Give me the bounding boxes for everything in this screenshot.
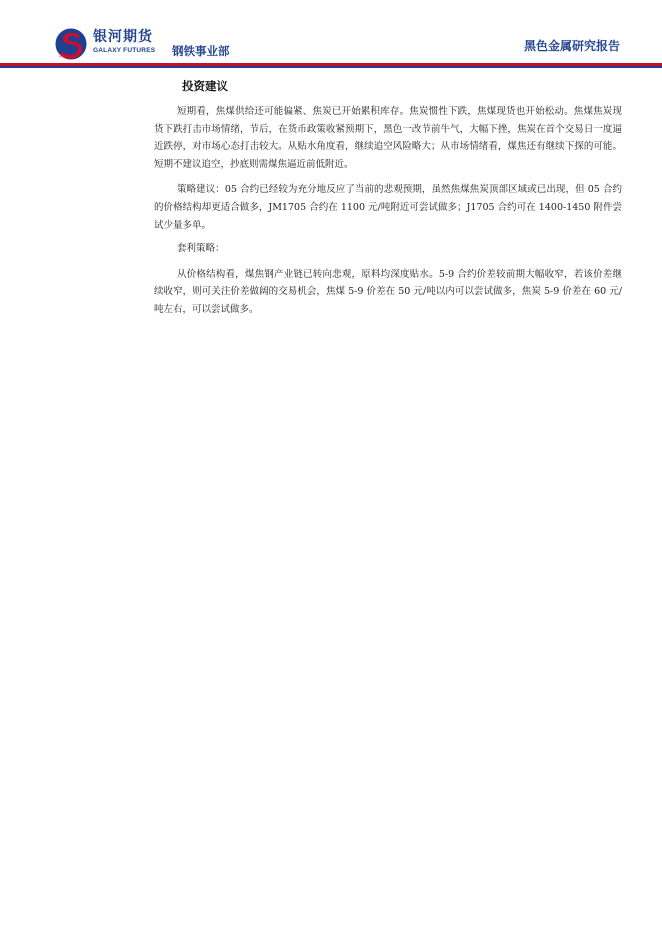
report-body: [154, 72, 622, 319]
header-divider-blue: [0, 66, 662, 68]
brand-name-cn: 银河期货: [93, 29, 153, 45]
brand-name-en: GALAXY FUTURES: [93, 47, 156, 54]
galaxy-futures-logo-icon: [54, 27, 88, 61]
paragraph-arbitrage-strategy: 从价格结构看，煤焦钢产业链已转向悲观，原料均深度贴水。5-9 合约价差较前期大幅收窄，若该价差继续收窄，则可关注价差做阔的交易机会，焦煤 5-9 价差在 50 元/吨以内可以尝试做多，焦炭 5-9 价差在 60 元/吨左右，可以尝试做多。: [154, 268, 622, 315]
paragraph-short-term-view: 短期看，焦煤供给还可能偏紧、焦炭已开始累积库存。焦炭惯性下跌，焦煤现货也开始松动。焦煤焦炭现货下跌打击市场情绪，节后，在货币政策收紧预期下，黑色一改节前牛气，大幅下挫，焦炭在首个交易日一度逼近跌停，对市场心态打击较大。从贴水角度看，继续追空风险略大；从市场情绪看，煤焦还有继续下探的可能。短期不建议追空，抄底则需煤焦逼近前低附近。: [154, 106, 622, 170]
section-title: 投资建议: [182, 79, 228, 93]
report-type-label: 黑色金属研究报告: [523, 39, 620, 53]
department-label: 钢铁事业部: [172, 44, 230, 58]
paragraph-strategy-advice: 策略建议：05 合约已经较为充分地反应了当前的悲观预期，虽然焦煤焦炭顶部区域或已出现，但 05 合约的价格结构却更适合做多，JM1705 合约在 1100 元/吨附近可尝试做多；J1705 合约可在 1400-1450 附件尝试少量多单。: [154, 184, 622, 231]
paragraph-arbitrage-label: 套利策略：: [177, 243, 225, 255]
report-header: [0, 0, 662, 72]
